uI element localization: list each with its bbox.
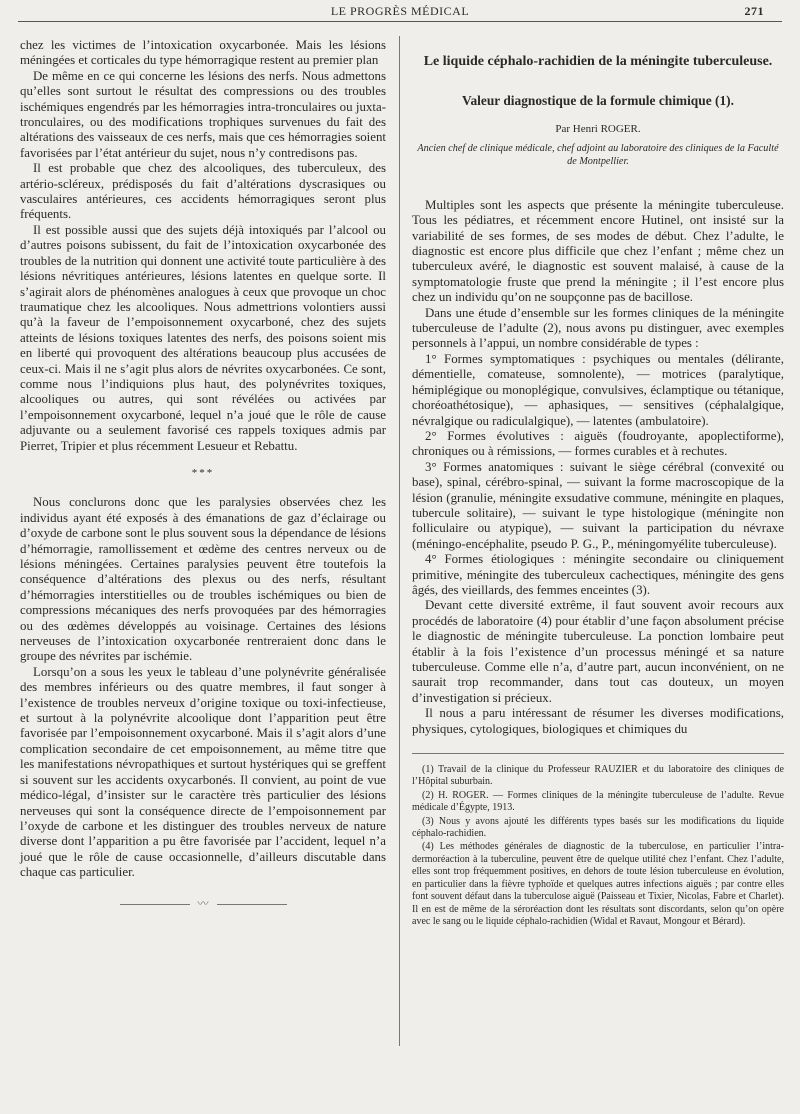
paragraph: Devant cette diversité extrême, il faut souvent avoir recours aux procédés de laboratoire (4) pour établir d’une façon absolument précise le diagnostic de méningite tuberculeuse. La ponction lombaire peut établir à la fois l’existence d’un processus méningé et sa nature tuberculeuse. Comme elle n’a, d’autre part, aucun inconvénient, on ne saurait trop recommander, dans tout cas douteux, un moyen d’investigation si précieux. — [412, 598, 784, 705]
journal-title: LE PROGRÈS MÉDICAL — [330, 4, 470, 18]
page-number: 271 — [744, 4, 764, 18]
author-affiliation: Ancien chef de clinique médicale, chef adjoint au laboratoire des cliniques de la Faculté de Montpellier. — [417, 142, 779, 167]
left-column — [20, 38, 386, 912]
paragraph: Il nous a paru intéressant de résumer les diverses modifications, physiques, cytologiques, biologiques et chimiques du — [412, 706, 784, 736]
footnote-rule — [412, 753, 784, 754]
right-column — [412, 38, 784, 929]
paragraph: 3° Formes anatomiques : suivant le siège cérébral (convexité ou base), spinal, cérébro-spinal, — suivant la forme macroscopique de la lésion (granulie, méningite exsudative commune, méningite en plaques, tubercule solitaire), — suivant le type histologique (méningite non folliculaire ou atypique), — suivant la participation du névraxe (méningo-encéphalite, pseudo P. G., P., méningomyélite tuberculeuse). — [412, 459, 784, 551]
header-rule — [18, 21, 782, 22]
footnote: (3) Nous y avons ajouté les différents types basés sur les modifications du liquide céphalo-rachidien. — [412, 815, 784, 840]
paragraph: 1° Formes symptomatiques : psychiques ou mentales (délirante, démentielle, comateuse, somnolente), — motrices (paralytique, hémiplégique ou monoplégique, convulsives, éclamptique ou tétanique, choréoathétosique), — aphasiques, — sensitives (céphalalgique, névralgique ou radiculalgique), — latentes (ambulatoire). — [412, 351, 784, 428]
paragraph: chez les victimes de l’intoxication oxycarbonée. Mais les lésions méningées et corticales du type hémorragique restent au premier plan — [20, 38, 386, 68]
footnote: (2) H. ROGER. — Formes cliniques de la méningite tuberculeuse de l’adulte. Revue médicale d’Égypte, 1913. — [412, 789, 784, 814]
footnotes — [412, 764, 784, 928]
footnote: (1) Travail de la clinique du Professeur RAUZIER et du laboratoire des cliniques de l’Hôpital suburbain. — [412, 764, 784, 788]
paragraph: Il est possible aussi que des sujets déjà intoxiqués par l’alcool ou d’autres poisons subissent, du fait de l’intoxication oxycarbonée des troubles de la nutrition qui donnent une activité toute particulière à des lésions névritiques antérieures, lésions latentes en quelque sorte. Il s’agirait alors de phénomènes analogues à ceux que provoque un choc traumatique chez les alcooliques. Nous admettrions volontiers aussi qu’à la faveur de l’empoisonnement oxycarboné, chez des sujets atteints de lésions toxiques latentes des nerfs, des poisons soient mis en liberté qui provoquent des altérations beaucoup plus accusées de ceux-ci. Mais il ne s’agit plus alors de névrites oxycarbonées. Ce sont, comme nous l’indiquions plus haut, des polynévrites toxiques, alcooliques ou autres, qui sont révélées ou activées par l’empoisonnement oxycarboné, lequel n’a joué que le rôle de cause adjuvante ou a seulement favorisé ces rappels toxiques admis par Pierret, Tripier et plus récemment Lesueur et Rebattu. — [20, 222, 386, 453]
running-header — [18, 4, 782, 20]
paragraph: 2° Formes évolutives : aiguës (foudroyante, apoplectiforme), chroniques ou à rémissions, — formes curables et à rechutes. — [412, 428, 784, 459]
paragraph: Multiples sont les aspects que présente la méningite tuberculeuse. Tous les pédiatres, et récemment encore Hutinel, ont insisté sur la variabilité de ses formes, de ses modes de début. Chez l’adulte, le diagnostic est encore plus difficile que chez l’enfant ; même chez un tuberculeux avéré, le diagnostic est souvent malaisé, à cause de la symptomatologie fruste que prend la méningite ; il l’est encore plus chez un individu qu’on ne soupçonne pas de bacillose. — [412, 197, 784, 305]
paragraph: Il est probable que chez des alcooliques, des tuberculeux, des artério-scléreux, prédisposés du fait d’altérations dyscrasiques ou vasculaires antérieures, ces accidents hémorragiques seront plus fréquents. — [20, 161, 386, 222]
section-separator: *** — [191, 466, 215, 479]
paragraph: Nous conclurons donc que les paralysies observées chez les individus ayant été exposés à des émanations de gaz d’éclairage ou d’oxyde de carbone sont le plus souvent sous la dépendance de lésions d’hémorragie, ramollissement et œdème des centres nerveux ou de lésions méningées. Certaines paralysies peuvent être toutefois la conséquence d’altérations des plexus ou des nerfs, résultant d’hémorragies interstitielles ou de troubles ischémiques ou bien de compressions mécaniques des nerfs provoquées par des hémorragies ou des œdèmes développés au voisinage. Certaines des lésions nerveuses de l’intoxication oxycarbonée rentreraient donc dans le groupe des névrites par ischémie. — [20, 495, 386, 664]
article-byline: Par Henri ROGER. — [555, 123, 641, 136]
paragraph: 4° Formes étiologiques : méningite secondaire ou cliniquement primitive, méningite des tuberculeux cachectiques, méningite des gens âgés, des vieillards, des femmes enceintes (3). — [412, 552, 784, 597]
paragraph: Lorsqu’on a sous les yeux le tableau d’une polynévrite généralisée des membres inférieurs ou des quatre membres, il faut songer à l’existence de troubles nerveux d’origine toxique ou toxi-infectieuse, et surtout à la polynévrite alcoolique dont l’apparition peut être favorisée par l’empoisonnement oxycarboné. Mais il s’agit alors d’une complication secondaire de cet empoisonnement, au même titre que les manifestations névropathiques et surtout hystériques qui se greffent si souvent sur les accidents oxycarbonés. Il convient, au point de vue médico-légal, d’insister sur le caractère très particulier des lésions nerveuses qui sont la conséquence directe de l’empoisonnement par l’oxyde de carbone et les distinguer des troubles nerveux de nature diverse dont l’apparition a pu être favorisée par l’accident, lequel n’a joué que le rôle de cause occasionnelle, d’ailleurs discutable dans chaque cas particulier. — [20, 664, 386, 880]
article-title: Le liquide céphalo-rachidien de la méningite tuberculeuse. — [423, 54, 773, 69]
column-divider — [399, 36, 400, 1046]
end-ornament: 〰 — [20, 897, 386, 912]
paragraph: De même en ce qui concerne les lésions des nerfs. Nous admettons qu’elles sont surtout le résultat des compressions ou des troubles ischémiques engendrés par les hémorragies intra-tronculaires ou juxta-tronculaires, ou des modifications trophiques survenues du fait des altérations des vaisseaux de ces nerfs, mais que ces hémorragies soient favorisées par l’état antérieur du sujet, nous n’y contredisons pas. — [20, 68, 386, 160]
paragraph: Dans une étude d’ensemble sur les formes cliniques de la méningite tuberculeuse de l’adulte (2), nous avons pu distinguer, avec exemples personnels à l’appui, un nombre considérable de types : — [412, 305, 784, 351]
footnote: (4) Les méthodes générales de diagnostic de la tuberculose, en particulier l’intra-dermoréaction à la tuberculine, peuvent être de quelque utilité chez l’enfant. Chez l’adulte, elles sont trop fréquemment positives, en dehors de toute lésion tuberculeuse en évolution, en particulier dans la fièvre typhoïde et quelques autres infections aiguës ; par contre elles font souvent défaut dans la tuberculose aiguë (Paisseau et Tixier, Nicolas, Fabre et Charlet). Il en est de même de la séroréaction dont les résultats sont discordants, selon qu’on opère avec le sang ou le liquide céphalo-rachidien (Widal et Ravaut, Mongour et Bérard). — [412, 841, 784, 927]
article-subtitle: Valeur diagnostique de la formule chimique (1). — [462, 93, 734, 108]
